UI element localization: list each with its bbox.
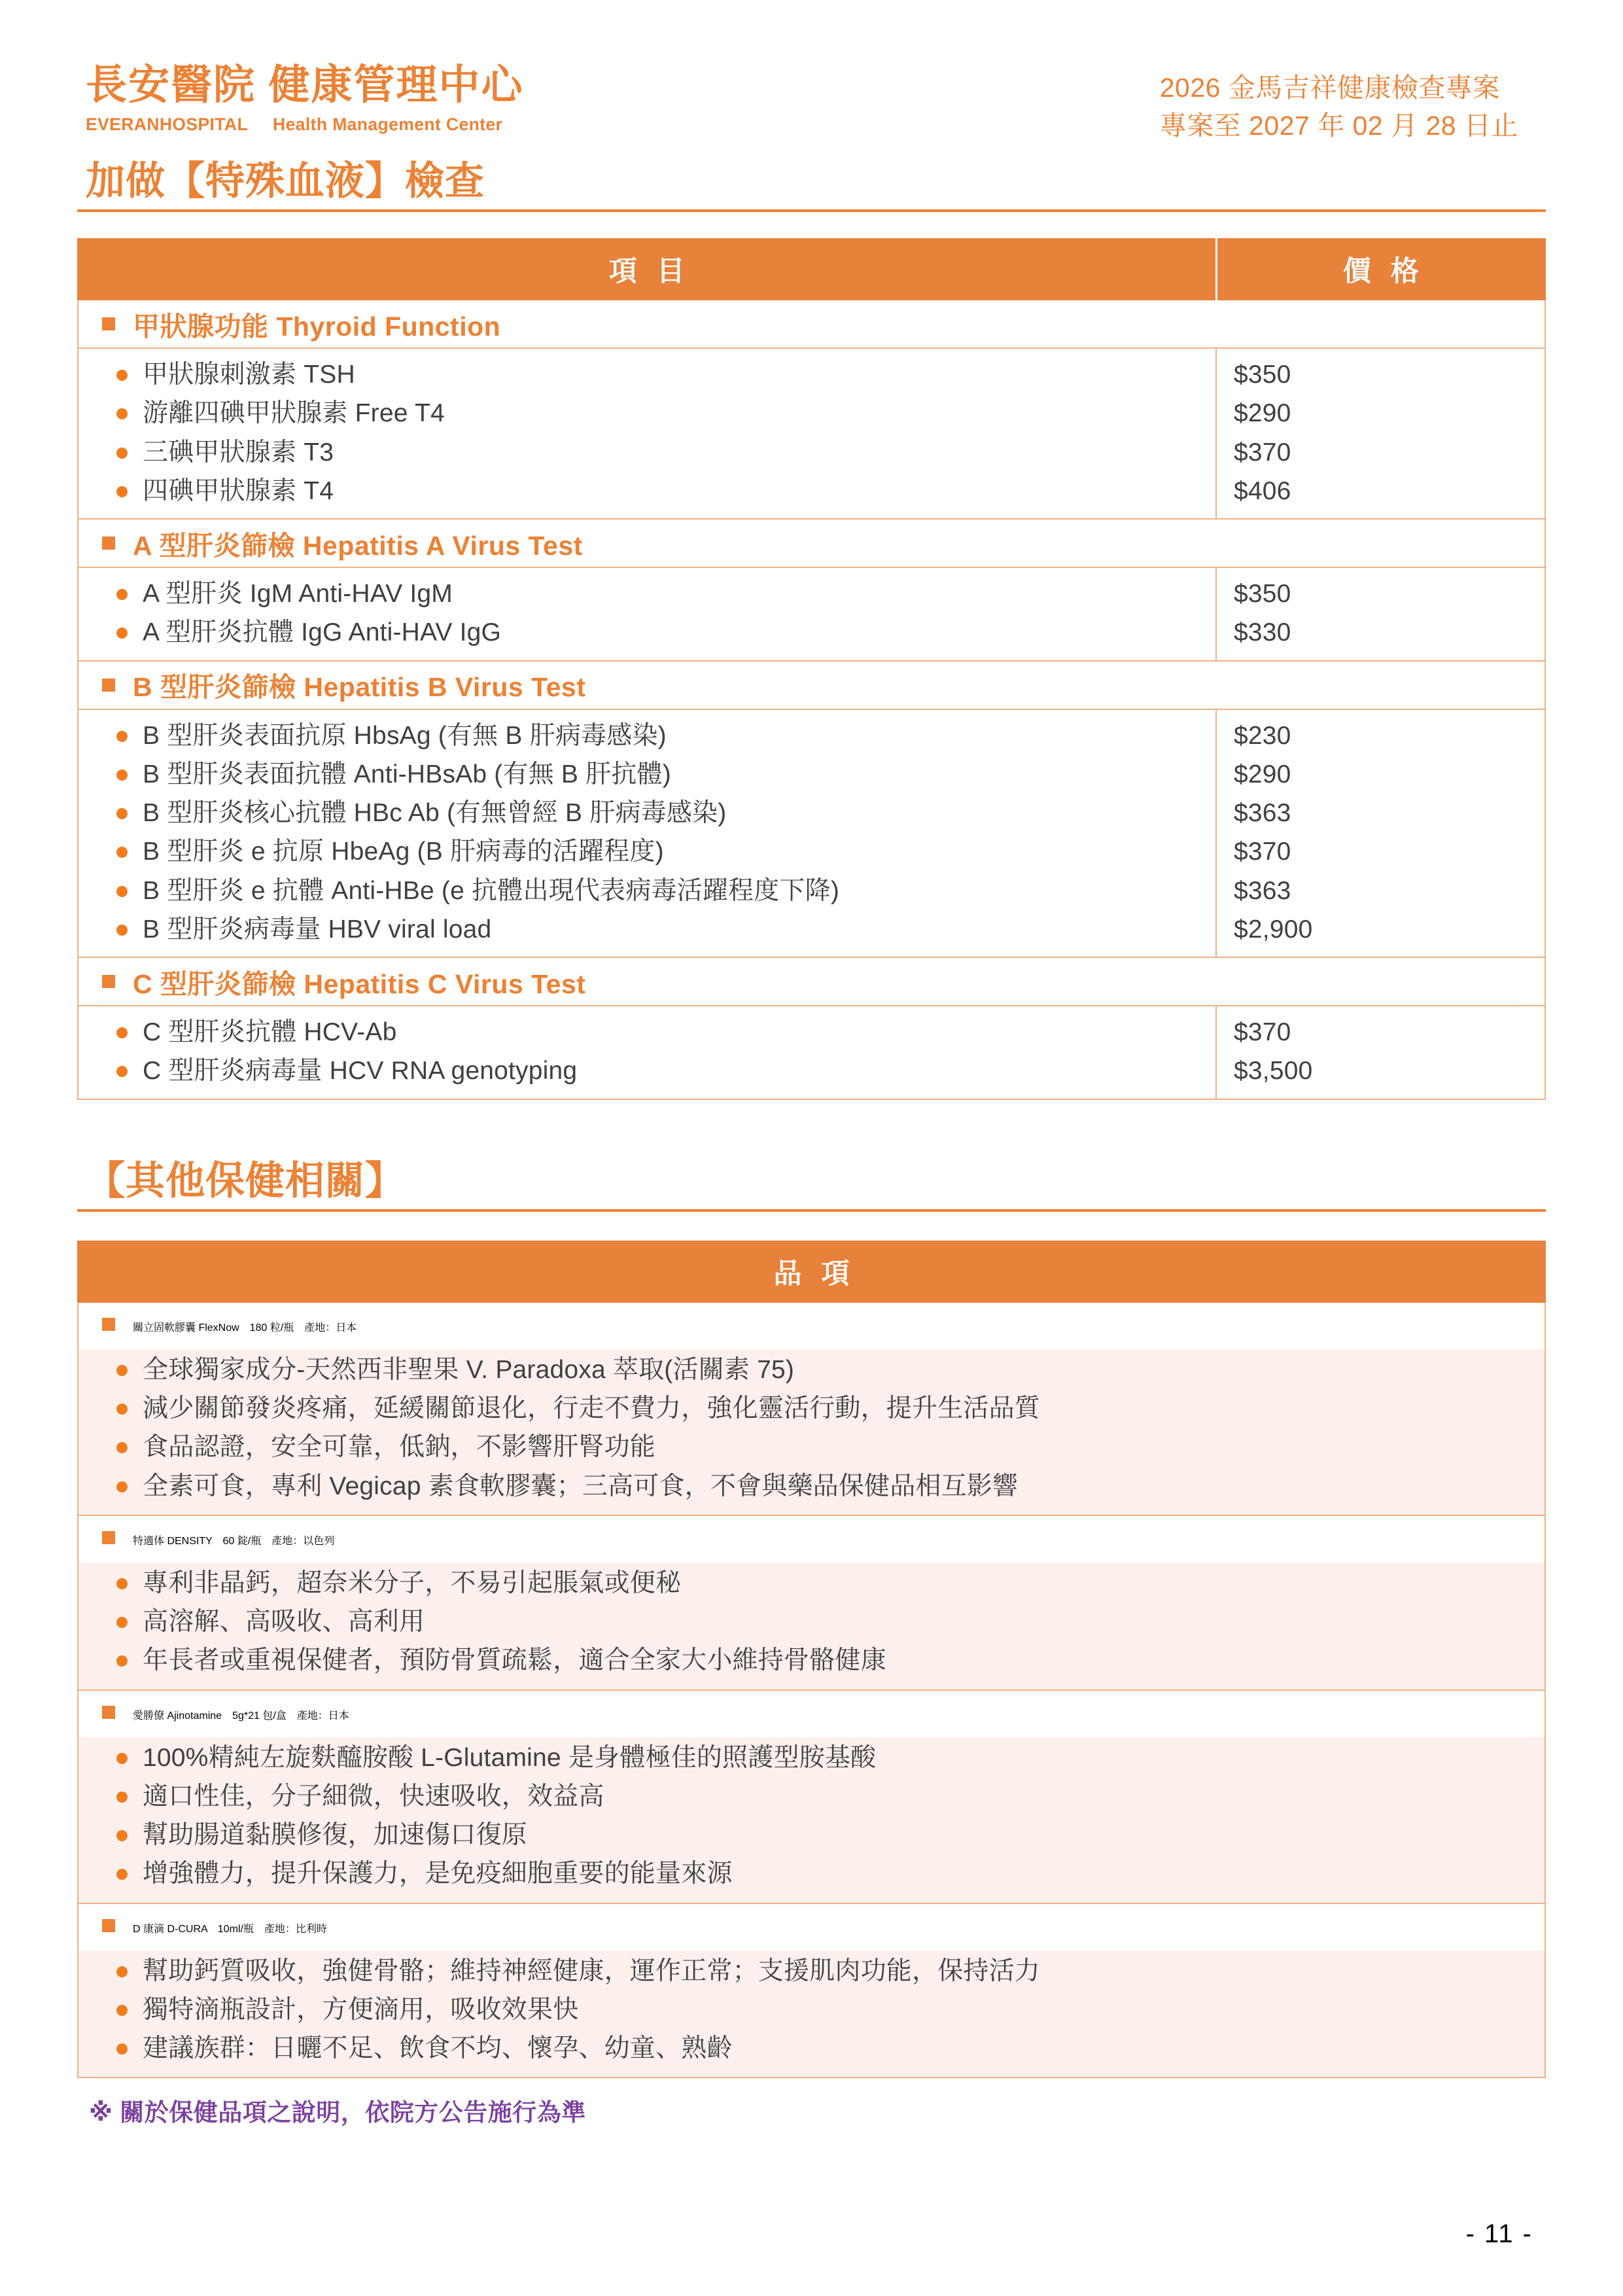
- test-item-name: 三碘甲狀腺素 T3: [143, 438, 334, 467]
- items-row: [78, 1006, 1545, 1099]
- product-feature-text: 幫助腸道黏膜修復，加速傷口復原: [143, 1821, 528, 1850]
- spacer-before-blood-table: [77, 212, 1546, 238]
- square-bullet-icon: [102, 317, 115, 330]
- items-row: [78, 348, 1545, 519]
- product-feature-text: 減少關節發炎疼痛，延緩關節退化，行走不費力，強化靈活行動，提升生活品質: [143, 1394, 1041, 1422]
- product-header-row: [78, 1903, 1545, 1951]
- test-item-name: B 型肝炎 e 抗原 HbeAg (B 肝病毒的活躍程度): [143, 838, 664, 866]
- test-item: [116, 716, 1215, 755]
- test-item-price: $370: [1234, 838, 1291, 866]
- test-item: [116, 613, 1215, 652]
- square-bullet-icon: [102, 1318, 115, 1331]
- product-header-cell: [78, 1903, 1545, 1951]
- group-header-cell: [78, 957, 1545, 1006]
- product-feature-text: 全球獨家成分-天然西非聖果 V. Paradoxa 萃取(活關素 75): [143, 1355, 795, 1384]
- test-item: [116, 355, 1215, 394]
- test-item-name: B 型肝炎核心抗體 HBc Ab (有無曾經 B 肝病毒感染): [143, 799, 727, 828]
- bullet-dot-icon: [116, 808, 128, 819]
- group-label: A 型肝炎篩檢 Hepatitis A Virus Test: [102, 524, 1544, 563]
- product-feature-text: 100%精純左旋麩醯胺酸 L-Glutamine 是身體極佳的照護型胺基酸: [143, 1743, 877, 1772]
- test-item: [116, 472, 1215, 510]
- group-header-row: [78, 661, 1545, 709]
- test-item: [116, 832, 1215, 871]
- bullet-dot-icon: [116, 1966, 128, 1977]
- product-feature-text: 年長者或重視保健者，預防骨質疏鬆，適合全家大小維持骨骼健康: [143, 1646, 886, 1675]
- square-bullet-icon: [102, 1531, 115, 1544]
- health-footnote: ※ 關於保健品項之說明，依院方公告施行為準: [89, 2099, 586, 2127]
- column-header-price: 價格: [1216, 239, 1545, 300]
- bullet-dot-icon: [116, 2005, 128, 2016]
- bullet-dot-icon: [116, 731, 128, 742]
- product-features-row: [78, 1737, 1545, 1903]
- product-name: 愛勝僚 Ajinotamine 5g*21 包/盒 產地：日本: [102, 1710, 349, 1722]
- test-item-name: 四碘甲狀腺素 T4: [143, 476, 334, 505]
- blood-section-title: 加做【特殊血液】檢查: [86, 159, 485, 203]
- product-feature: [116, 1952, 1544, 1990]
- test-item-name: C 型肝炎病毒量 HCV RNA genotyping: [143, 1057, 578, 1086]
- bullet-dot-icon: [116, 1442, 128, 1453]
- test-item-price: $290: [1234, 399, 1291, 428]
- test-item-price: $363: [1234, 799, 1291, 828]
- product-features-row: [78, 1349, 1545, 1515]
- test-item-price: $3,500: [1234, 1057, 1313, 1086]
- product-feature-text: 全素可食，專利 Vegicap 素食軟膠囊；三高可食，不會與藥品保健品相互影響: [143, 1472, 1019, 1500]
- product-feature-text: 幫助鈣質吸收，強健骨骼；維持神經健康，運作正常；支援肌肉功能，保持活力: [143, 1956, 1041, 1985]
- product-features-cell: [78, 1563, 1545, 1690]
- bullet-dot-icon: [116, 1578, 128, 1589]
- items-price-cell: [1216, 567, 1545, 661]
- test-item-name: B 型肝炎表面抗原 HbsAg (有無 B 肝病毒感染): [143, 721, 667, 750]
- test-item-price: $370: [1234, 1018, 1291, 1047]
- items-price-cell: [1216, 348, 1545, 519]
- product-header-cell: [78, 1302, 1545, 1349]
- spacer-between-sections: [77, 1100, 1546, 1160]
- product-features-cell: [78, 1349, 1545, 1515]
- bullet-dot-icon: [116, 1066, 128, 1077]
- test-item: [116, 872, 1215, 910]
- test-item-name: 甲狀腺刺激素 TSH: [143, 361, 355, 389]
- test-item: [116, 794, 1215, 832]
- health-products-table: [77, 1241, 1546, 2079]
- test-item-name: A 型肝炎 IgM Anti-HAV IgM: [143, 580, 453, 609]
- square-bullet-icon: [102, 679, 115, 692]
- group-header-cell: [78, 661, 1545, 709]
- bullet-dot-icon: [116, 886, 128, 897]
- test-item-price: $406: [1234, 476, 1291, 505]
- promotion-expiry: 專案至 2027 年 02 月 28 日止: [1159, 111, 1518, 141]
- product-name: 特適体 DENSITY 60 錠/瓶 產地：以色列: [102, 1536, 334, 1547]
- test-item: [116, 1051, 1215, 1090]
- product-feature: [116, 1602, 1544, 1641]
- test-item-name: B 型肝炎表面抗體 Anti-HBsAb (有無 B 肝抗體): [143, 760, 671, 788]
- promotion-title: 2026 金馬吉祥健康檢查專案: [1159, 73, 1500, 103]
- test-item-price: $330: [1234, 618, 1291, 647]
- hospital-name-en-primary: EVERANHOSPITAL: [86, 114, 249, 134]
- table-header-row: [78, 239, 1545, 300]
- product-feature-text: 專利非晶鈣，超奈米分子，不易引起脹氣或便秘: [143, 1568, 682, 1597]
- products-table-header-row: [78, 1241, 1545, 1302]
- group-header-row: [78, 519, 1545, 567]
- test-item-price: $350: [1234, 580, 1291, 609]
- bullet-dot-icon: [116, 1830, 128, 1841]
- spacer-before-health-table: [77, 1212, 1546, 1241]
- square-bullet-icon: [102, 1706, 115, 1719]
- bullet-dot-icon: [116, 847, 128, 858]
- group-label: B 型肝炎篩檢 Hepatitis B Virus Test: [102, 665, 1544, 704]
- product-header-cell: [78, 1515, 1545, 1563]
- test-item-name: B 型肝炎病毒量 HBV viral load: [143, 915, 492, 944]
- bullet-dot-icon: [116, 925, 128, 936]
- test-item-name: A 型肝炎抗體 IgG Anti-HAV IgG: [143, 618, 502, 647]
- product-feature: [116, 1428, 1544, 1466]
- product-feature: [116, 1389, 1544, 1428]
- product-feature: [116, 1641, 1544, 1680]
- product-features-cell: [78, 1951, 1545, 2078]
- product-name: D 康滴 D-CURA 10ml/瓶 產地：比利時: [102, 1924, 327, 1935]
- product-feature-text: 增強體力，提升保護力，是免疫細胞重要的能量來源: [143, 1860, 733, 1888]
- group-header-row: [78, 300, 1545, 348]
- bullet-dot-icon: [116, 627, 128, 639]
- test-item: [116, 755, 1215, 794]
- bullet-dot-icon: [116, 1869, 128, 1880]
- test-item-price: $230: [1234, 721, 1291, 750]
- test-item-price: $350: [1234, 361, 1291, 389]
- test-item: [116, 433, 1215, 472]
- test-item-price: $370: [1234, 438, 1291, 467]
- bullet-dot-icon: [116, 1655, 128, 1667]
- product-feature-text: 建議族群：日曬不足、飲食不均、懷孕、幼童、熟齡: [143, 2034, 733, 2063]
- product-feature-text: 適口性佳，分子細微，快速吸收，效益高: [143, 1782, 604, 1810]
- product-feature: [116, 1739, 1544, 1777]
- product-feature: [116, 2029, 1544, 2068]
- items-name-cell: [78, 709, 1216, 958]
- health-section-title: 【其他保健相關】: [86, 1158, 405, 1203]
- square-bullet-icon: [102, 1919, 115, 1932]
- test-item: [116, 394, 1215, 433]
- group-label: 甲狀腺功能 Thyroid Function: [102, 305, 1544, 344]
- items-price-cell: [1216, 709, 1545, 958]
- product-feature: [116, 1854, 1544, 1893]
- product-feature: [116, 1467, 1544, 1506]
- hospital-name-en: [86, 115, 524, 135]
- product-feature: [116, 1351, 1544, 1389]
- group-header-cell: [78, 300, 1545, 348]
- group-label: C 型肝炎篩檢 Hepatitis C Virus Test: [102, 963, 1544, 1001]
- product-header-row: [78, 1515, 1545, 1563]
- bullet-dot-icon: [116, 1753, 128, 1764]
- blood-test-table: [77, 238, 1546, 1100]
- items-price-cell: [1216, 1006, 1545, 1099]
- bullet-dot-icon: [116, 1792, 128, 1803]
- test-item-price: $290: [1234, 760, 1291, 788]
- page-header: [77, 62, 1546, 160]
- test-item-name: C 型肝炎抗體 HCV-Ab: [143, 1018, 397, 1047]
- bullet-dot-icon: [116, 1027, 128, 1038]
- bullet-dot-icon: [116, 589, 128, 600]
- column-header-product: 品項: [78, 1241, 1545, 1302]
- product-features-row: [78, 1951, 1545, 2078]
- product-feature: [116, 1564, 1544, 1602]
- product-feature-text: 獨特滴瓶設計，方便滴用，吸收效果快: [143, 1995, 579, 2024]
- column-header-item: 項目: [78, 239, 1216, 300]
- product-name: 關立固軟膠囊 FlexNow 180 粒/瓶 產地：日本: [102, 1322, 357, 1333]
- test-item-price: $2,900: [1234, 915, 1313, 944]
- square-bullet-icon: [102, 537, 115, 550]
- product-header-cell: [78, 1690, 1545, 1737]
- bullet-dot-icon: [116, 486, 128, 497]
- bullet-dot-icon: [116, 1365, 128, 1376]
- bullet-dot-icon: [116, 2043, 128, 2055]
- items-name-cell: [78, 348, 1216, 519]
- hospital-name-cn: 長安醫院 健康管理中心: [86, 62, 524, 108]
- test-item: [116, 1013, 1215, 1051]
- items-name-cell: [78, 567, 1216, 661]
- product-feature: [116, 1777, 1544, 1816]
- product-feature: [116, 1990, 1544, 2029]
- items-row: [78, 567, 1545, 661]
- bullet-dot-icon: [116, 448, 128, 459]
- bullet-dot-icon: [116, 408, 128, 419]
- test-item: [116, 910, 1215, 949]
- hospital-brand: [77, 62, 524, 135]
- bullet-dot-icon: [116, 370, 128, 381]
- test-item-price: $363: [1234, 876, 1291, 905]
- test-item-name: B 型肝炎 e 抗體 Anti-HBe (e 抗體出現代表病毒活躍程度下降): [143, 876, 840, 905]
- product-header-row: [78, 1690, 1545, 1737]
- page-number: - 11 -: [1465, 2219, 1533, 2248]
- items-row: [78, 709, 1545, 958]
- items-name-cell: [78, 1006, 1216, 1099]
- bullet-dot-icon: [116, 1481, 128, 1492]
- group-header-cell: [78, 519, 1545, 567]
- test-item: [116, 574, 1215, 613]
- bullet-dot-icon: [116, 1617, 128, 1628]
- hospital-name-en-secondary: Health Management Center: [273, 114, 503, 134]
- product-feature: [116, 1816, 1544, 1854]
- bullet-dot-icon: [116, 1404, 128, 1415]
- product-feature-text: 食品認證，安全可靠，低鈉，不影響肝腎功能: [143, 1433, 656, 1462]
- group-header-row: [78, 957, 1545, 1006]
- product-feature-text: 高溶解、高吸收、高利用: [143, 1608, 425, 1636]
- product-features-row: [78, 1563, 1545, 1690]
- test-item-name: 游離四碘甲狀腺素 Free T4: [143, 399, 445, 428]
- product-features-cell: [78, 1737, 1545, 1903]
- bullet-dot-icon: [116, 769, 128, 781]
- product-header-row: [78, 1302, 1545, 1349]
- promotion-notice: [1160, 62, 1546, 145]
- square-bullet-icon: [102, 975, 115, 988]
